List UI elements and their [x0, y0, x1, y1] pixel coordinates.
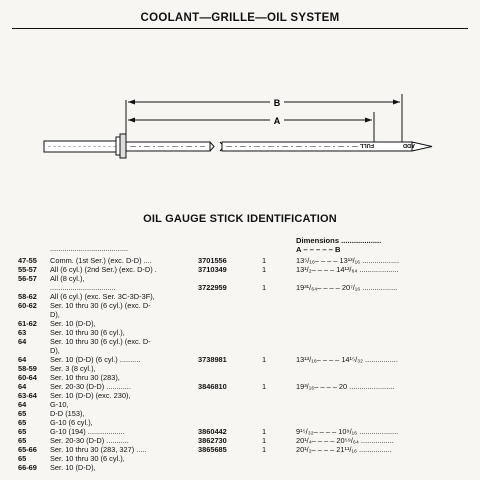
year-cell: 47-55 [18, 256, 37, 265]
year-cell: 55-57 [18, 265, 37, 274]
year-cell: 65-66 [18, 445, 37, 454]
year-cell: 63-64 [18, 391, 37, 400]
page-header: COOLANT—GRILLE—OIL SYSTEM [140, 12, 340, 24]
dim-col-b: B [335, 245, 341, 254]
year-cell: 65 [18, 454, 27, 463]
description-cell: Ser. 20-30 (D-D) ............ [50, 382, 131, 391]
quantity-cell: 1 [262, 445, 267, 454]
description-cell: G-10 (194) .................. [50, 427, 125, 436]
description-cell: All (8 cyl.), [50, 274, 85, 283]
description-cell: ................................ [50, 283, 116, 292]
dimensions-cell: 13¹³/₁₆– – – – 14¹⁵/₃₂ ................ [296, 355, 398, 364]
dimensions-cell: 19³/₁₆– – – – 20 ...................... [296, 382, 395, 391]
dimensions-cell: 20¹/₄– – – – 20⁵⁹/₆₄ ................ [296, 436, 394, 445]
description-cell: All (6 cyl.) (exc. Ser. 3C-3D-3F), [50, 292, 155, 301]
leader-dots: ...................................... [50, 244, 129, 253]
dimensions-header [296, 236, 381, 254]
description-cell: G-10 (6 cyl.), [50, 418, 93, 427]
description-cell: Comm. (1st Ser.) (exc. D-D) .... [50, 256, 152, 265]
part-number-cell: 3701556 [198, 256, 227, 265]
full-mark: FULL [359, 142, 374, 148]
year-cell: 65 [18, 427, 27, 436]
year-cell: 64 [18, 382, 27, 391]
quantity-cell: 1 [262, 283, 267, 292]
dipstick-diagram [0, 88, 480, 168]
dimensions-title: Dimensions [296, 236, 340, 245]
dimensions-cell: 19³¹/₆₄– – – – 20⁷/₁₆ ................. [296, 283, 398, 292]
description-cell: Ser. 3 (8 cyl.), [50, 364, 96, 373]
quantity-cell: 1 [262, 436, 267, 445]
year-cell: 66-69 [18, 463, 37, 472]
quantity-cell: 1 [262, 265, 267, 274]
quantity-cell: 1 [262, 256, 267, 265]
header-rule [12, 28, 468, 29]
part-number-cell: 3862730 [198, 436, 227, 445]
description-cell: Ser. 10 (D-D) (exc. 230), [50, 391, 131, 400]
year-cell: 58-59 [18, 364, 37, 373]
add-mark: ADD [403, 142, 415, 148]
description-cell: D), [50, 346, 60, 355]
description-cell: Ser. 10 (D-D), [50, 463, 96, 472]
dimensions-cell: 13¹/₂– – – – 14¹³/₆₄ ................... [296, 265, 399, 274]
dim-b-label: B [273, 98, 281, 108]
year-cell: 58-62 [18, 292, 37, 301]
part-number-cell: 3722959 [198, 283, 227, 292]
section-title: OIL GAUGE STICK IDENTIFICATION [143, 213, 337, 225]
year-cell: 65 [18, 409, 27, 418]
year-cell: 65 [18, 436, 27, 445]
part-number-cell: 3865685 [198, 445, 227, 454]
year-cell: 56-57 [18, 274, 37, 283]
description-cell: Ser. 20-30 (D-D) ........... [50, 436, 129, 445]
year-cell: 63 [18, 328, 27, 337]
table-row [0, 463, 480, 473]
year-cell: 64 [18, 337, 27, 346]
year-cell: 60-64 [18, 373, 37, 382]
description-cell: Ser. 10 thru 30 (6 cyl.), [50, 328, 125, 337]
description-cell: D-D (153), [50, 409, 85, 418]
quantity-cell: 1 [262, 427, 267, 436]
description-cell: Ser. 10 (D-D) (6 cyl.) .......... [50, 355, 141, 364]
part-number-cell: 3846810 [198, 382, 227, 391]
dipstick-blade [126, 142, 432, 151]
year-cell: 60-62 [18, 301, 37, 310]
dimensions-leader: ................... [341, 236, 382, 245]
dim-a-label: A [273, 116, 281, 126]
part-number-cell: 3860442 [198, 427, 227, 436]
description-cell: Ser. 10 thru 30 (6 cyl.) (exc. D- [50, 337, 151, 346]
description-cell: Ser. 10 thru 30 (283, 327) ..... [50, 445, 147, 454]
dim-col-dash: – – – – – [303, 245, 333, 254]
description-cell: D), [50, 310, 60, 319]
description-cell: G-10, [50, 400, 69, 409]
quantity-cell: 1 [262, 382, 267, 391]
description-cell: Ser. 10 thru 30 (6 cyl.) (exc. D- [50, 301, 151, 310]
description-cell: Ser. 10 (D-D), [50, 319, 96, 328]
description-cell: Ser. 10 thru 30 (6 cyl.), [50, 454, 125, 463]
dimensions-cell: 13⁵/₁₆– – – – 13¹³/₁₆ .................. [296, 256, 400, 265]
year-cell: 64 [18, 355, 27, 364]
part-number-cell: 3710349 [198, 265, 227, 274]
quantity-cell: 1 [262, 355, 267, 364]
dim-col-a: A [296, 245, 302, 254]
part-number-cell: 3738981 [198, 355, 227, 364]
year-cell: 64 [18, 400, 27, 409]
dimensions-cell: 20¹/₂– – – – 21¹¹/₁₆ ................ [296, 445, 392, 454]
dimension-a [128, 112, 374, 146]
description-cell: Ser. 10 thru 30 (283), [50, 373, 120, 382]
dipstick-handle [44, 134, 126, 158]
description-cell: All (6 cyl.) (2nd Ser.) (exc. D-D) . [50, 265, 157, 274]
year-cell: 61-62 [18, 319, 37, 328]
dimensions-cell: 9¹⁵/₃₂– – – – 10⁹/₁₆ ................... [296, 427, 399, 436]
year-cell: 65 [18, 418, 27, 427]
